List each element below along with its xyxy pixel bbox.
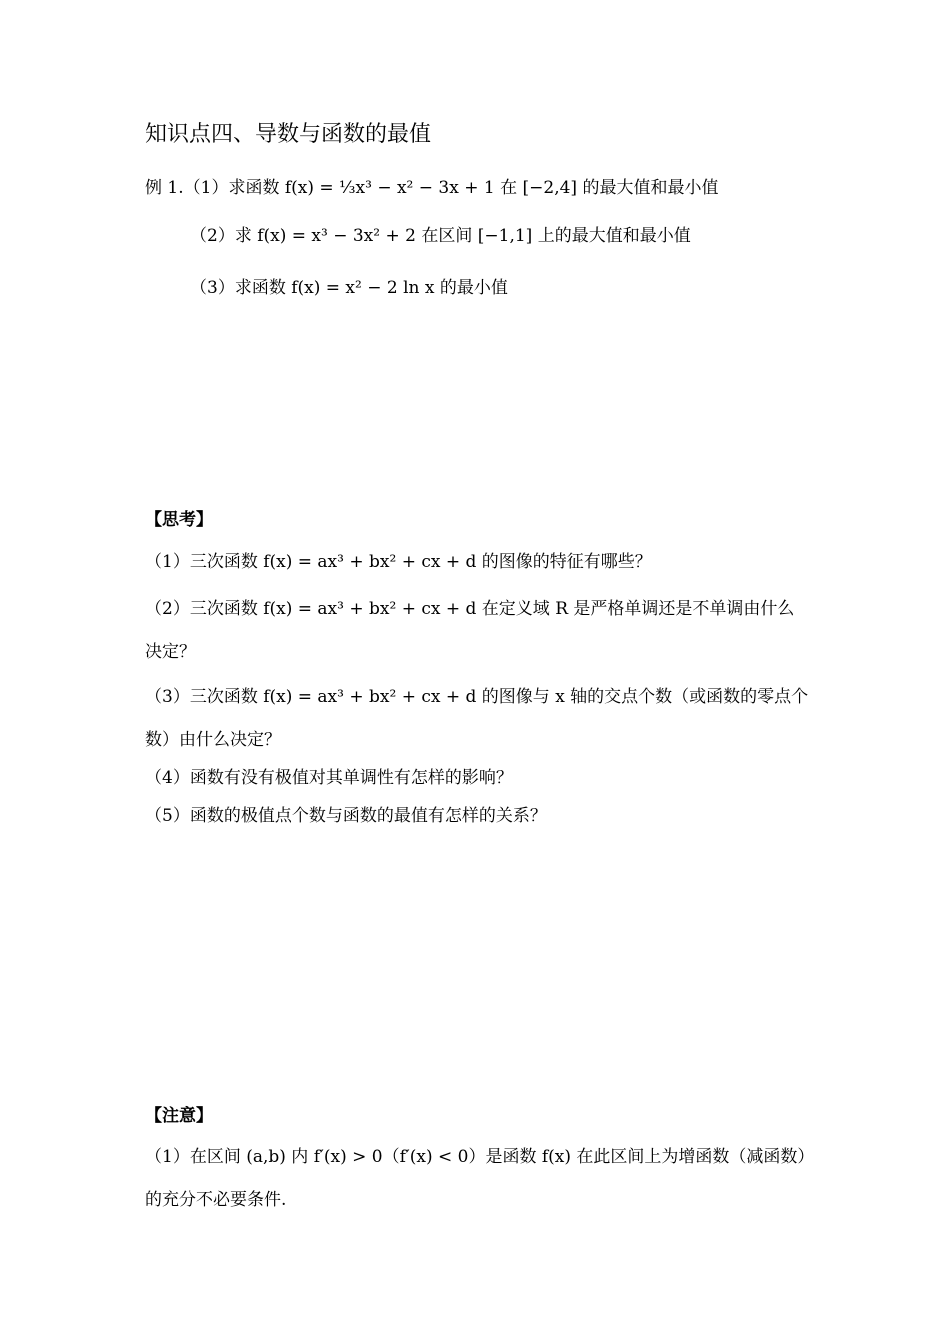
think-question-5: （5）函数的极值点个数与函数的最值有怎样的关系？ — [145, 806, 547, 826]
example-1-item-1: 例 1.（1）求函数 f(x) = ⅓x³ − x² − 3x + 1 在 [−2,4] 的最大值和最小值 — [145, 178, 719, 198]
note-heading: 【注意】 — [145, 1106, 213, 1126]
think-question-1: （1）三次函数 f(x) = ax³ + bx² + cx + d 的图像的特征有哪些？ — [145, 552, 652, 572]
example-1-item-3: （3）求函数 f(x) = x² − 2 ln x 的最小值 — [190, 278, 508, 298]
section-title: 知识点四、导数与函数的最值 — [145, 122, 432, 147]
note-item-1: （1）在区间 (a,b) 内 f′(x) > 0（f′(x) < 0）是函数 f(x) 在此区间上为增函数（减函数）的充分不必要条件. — [145, 1147, 806, 1210]
think-question-2: （2）三次函数 f(x) = ax³ + bx² + cx + d 在定义域 R 是严格单调还是不单调由什么决定？ — [145, 599, 795, 662]
think-question-4: （4）函数有没有极值对其单调性有怎样的影响？ — [145, 768, 513, 788]
think-question-3: （3）三次函数 f(x) = ax³ + bx² + cx + d 的图像与 x 轴的交点个数（或函数的零点个数）由什么决定？ — [145, 687, 809, 750]
example-1-item-2: （2）求 f(x) = x³ − 3x² + 2 在区间 [−1,1] 上的最大值和最小值 — [190, 226, 691, 246]
think-heading: 【思考】 — [145, 510, 213, 530]
